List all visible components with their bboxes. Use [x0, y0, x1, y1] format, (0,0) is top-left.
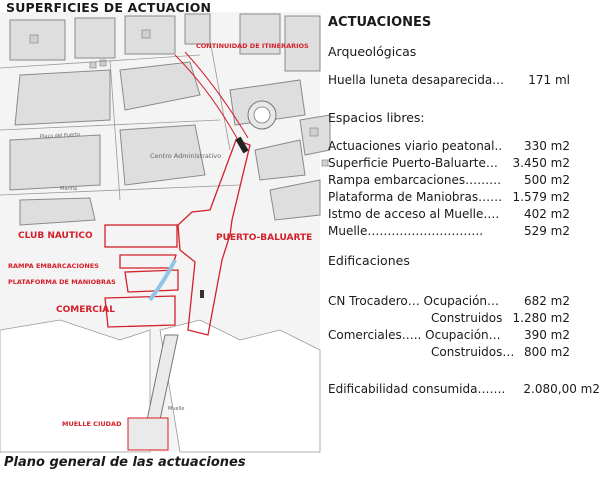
- item-value: 1.280 m2: [512, 311, 570, 325]
- list-item: [328, 189, 600, 206]
- label-centro: Centro Administrativo: [150, 152, 222, 160]
- list-item: [328, 344, 600, 361]
- item-label: Actuaciones viario peatonal..: [328, 139, 503, 153]
- actuaciones-panel: [328, 14, 600, 398]
- item-value: 500 m2: [523, 173, 570, 187]
- list-item: [328, 72, 600, 89]
- section-edificaciones-title: Edificaciones: [328, 253, 410, 268]
- item-label: Construidos…: [431, 345, 515, 359]
- label-rampa: RAMPA EMBARCACIONES: [8, 262, 99, 270]
- list-item: [328, 138, 600, 155]
- item-value: 330 m2: [523, 139, 570, 153]
- page-title: SUPERFICIES DE ACTUACION: [6, 0, 212, 15]
- figure-caption: Plano general de las actuaciones: [4, 455, 246, 470]
- label-continuidad: CONTINUIDAD DE ITINERARIOS: [196, 42, 309, 50]
- item-value: 3.450 m2: [512, 156, 570, 170]
- label-street-c: Muelle: [168, 406, 185, 412]
- list-item: [328, 172, 600, 189]
- item-value: 390 m2: [523, 328, 570, 342]
- list-item: [328, 293, 600, 310]
- item-label: Edificabilidad consumida…….: [328, 382, 506, 396]
- label-street-a: Plaza del Puerto: [39, 131, 81, 140]
- item-label: Superficie Puerto-Baluarte…: [328, 156, 498, 170]
- item-value: 1.579 m2: [512, 190, 570, 204]
- list-item: [328, 223, 600, 240]
- item-value: 171 ml: [528, 73, 570, 87]
- item-value: 800 m2: [523, 345, 570, 359]
- label-muelle-ciudad: MUELLE CIUDAD: [62, 420, 122, 428]
- list-item: [328, 206, 600, 223]
- item-value: 402 m2: [523, 207, 570, 221]
- item-label: Istmo de acceso al Muelle….: [328, 207, 500, 221]
- section-espacios-title: Espacios libres:: [328, 110, 425, 125]
- item-label: Muelle………………………..: [328, 224, 484, 238]
- item-label: Construidos: [431, 311, 503, 325]
- item-label: Plataforma de Maniobras……: [328, 190, 503, 204]
- label-comercial: COMERCIAL: [56, 305, 115, 315]
- label-puerto-baluarte: PUERTO-BALUARTE: [216, 233, 313, 243]
- item-label: Rampa embarcaciones………: [328, 173, 502, 187]
- item-value: 682 m2: [523, 294, 570, 308]
- item-value: 2.080,00 m2: [523, 382, 600, 396]
- list-item: [328, 381, 600, 398]
- label-street-b: Marina: [60, 186, 78, 192]
- list-item: [328, 327, 600, 344]
- item-label: Comerciales….. Ocupación…: [328, 328, 501, 342]
- panel-heading: ACTUACIONES: [328, 15, 432, 30]
- section-arqueologicas-title: Arqueológicas: [328, 44, 417, 59]
- list-item: [328, 155, 600, 172]
- item-label: Huella luneta desaparecida…: [328, 73, 505, 87]
- label-club-nautico: CLUB NAUTICO: [18, 231, 93, 241]
- list-item: [328, 310, 600, 327]
- item-label: CN Trocadero… Ocupación…: [328, 294, 500, 308]
- label-plataforma: PLATAFORMA DE MANIOBRAS: [8, 278, 116, 286]
- item-value: 529 m2: [523, 224, 570, 238]
